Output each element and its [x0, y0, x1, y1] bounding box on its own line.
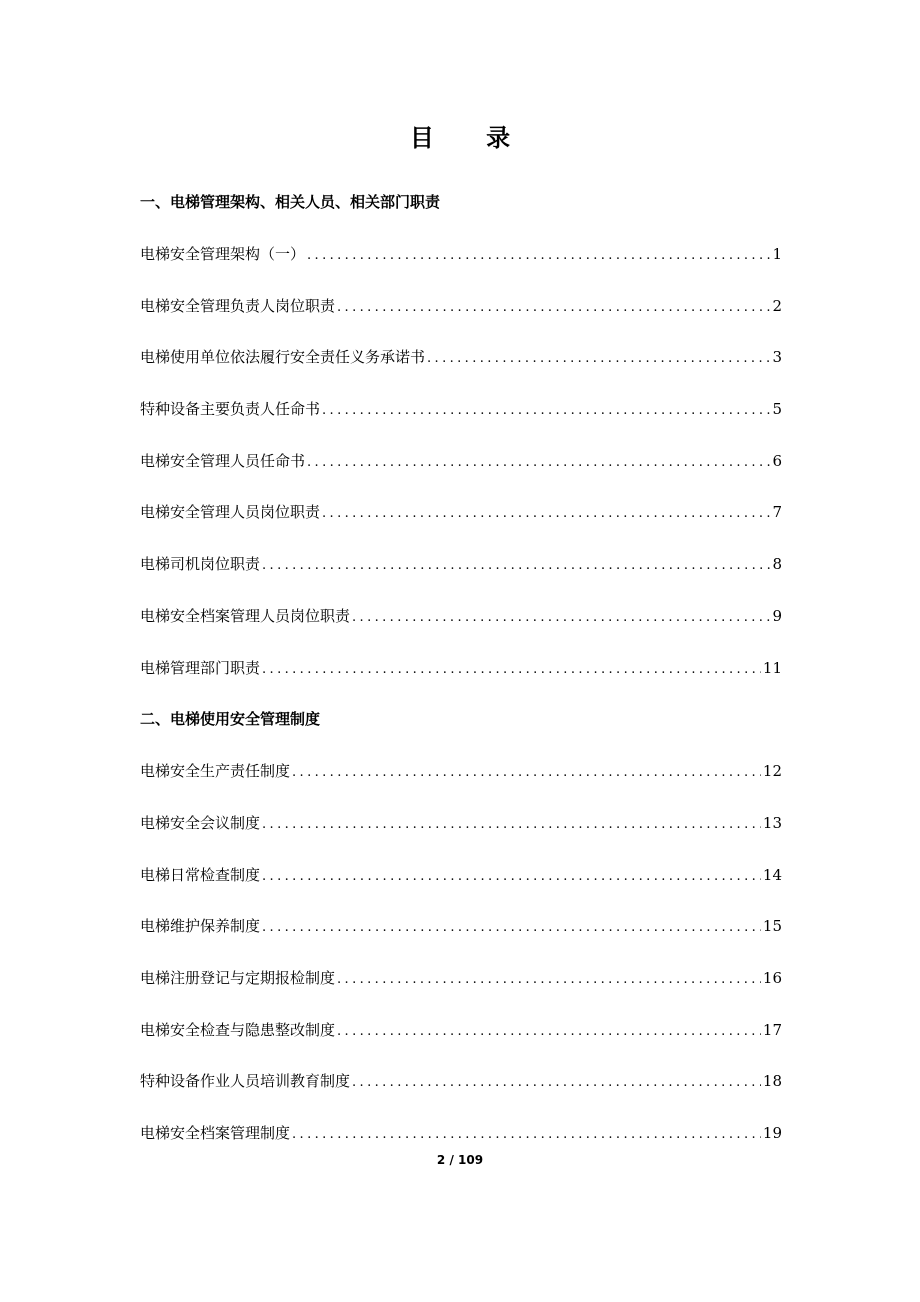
- toc-entry-label: 电梯注册登记与定期报检制度: [140, 968, 336, 987]
- toc-leader-dots: [337, 966, 761, 994]
- toc-entry-page: 6: [772, 451, 782, 470]
- toc-entry[interactable]: [140, 550, 782, 578]
- toc-entry-label: 电梯安全检查与隐患整改制度: [140, 1020, 336, 1039]
- toc-entry[interactable]: [140, 1119, 782, 1147]
- toc-entry-label: 电梯管理部门职责: [140, 658, 261, 677]
- toc-leader-dots: [337, 294, 770, 322]
- toc-leader-dots: [262, 656, 761, 684]
- toc-entry-label: 电梯安全管理负责人岗位职责: [140, 296, 336, 315]
- toc-entry-label: 电梯维护保养制度: [140, 917, 261, 936]
- toc-leader-dots: [337, 1018, 761, 1046]
- toc-leader-dots: [307, 242, 770, 270]
- section-heading: 一、电梯管理架构、相关人员、相关部门职责: [140, 193, 441, 211]
- toc-entry-page: 8: [772, 555, 782, 574]
- toc-entry-page: 9: [772, 606, 782, 625]
- toc-entry-page: 7: [772, 503, 782, 522]
- toc-leader-dots: [322, 397, 770, 425]
- toc-entry[interactable]: [140, 964, 782, 992]
- toc-entry[interactable]: [140, 602, 782, 630]
- toc-entry-label: 特种设备主要负责人任命书: [140, 400, 321, 419]
- toc-entry[interactable]: [140, 447, 782, 475]
- toc-entry-page: 18: [762, 1072, 782, 1091]
- toc-entry[interactable]: [140, 343, 782, 371]
- toc-entry[interactable]: [140, 1067, 782, 1095]
- toc-entry-page: 1: [772, 245, 782, 263]
- toc-leader-dots: [322, 500, 770, 528]
- toc-entry-page: 12: [762, 762, 782, 781]
- toc-entry-page: 3: [772, 348, 782, 367]
- toc-entry-page: 11: [762, 658, 782, 677]
- toc-entry-page: 13: [762, 813, 782, 832]
- page-title: 目 录: [409, 124, 533, 152]
- toc-leader-dots: [262, 863, 761, 891]
- toc-entry[interactable]: [140, 861, 782, 889]
- toc-entry-page: 5: [772, 400, 782, 419]
- toc-leader-dots: [262, 914, 761, 942]
- table-of-contents: [140, 188, 782, 1171]
- toc-entry-label: 电梯安全档案管理制度: [140, 1124, 291, 1142]
- toc-entry-page: 14: [762, 865, 782, 884]
- toc-entry[interactable]: [140, 912, 782, 940]
- toc-entry-label: 电梯安全管理架构（一）: [140, 245, 306, 263]
- toc-entry-label: 电梯安全生产责任制度: [140, 762, 291, 781]
- toc-leader-dots: [307, 449, 770, 477]
- toc-entry-label: 电梯司机岗位职责: [140, 555, 261, 574]
- toc-entry-label: 电梯安全管理人员岗位职责: [140, 503, 321, 522]
- toc-entry[interactable]: [140, 757, 782, 785]
- toc-entry-page: 16: [762, 968, 782, 987]
- toc-leader-dots: [352, 604, 770, 632]
- toc-entry-label: 特种设备作业人员培训教育制度: [140, 1072, 351, 1091]
- toc-leader-dots: [352, 1069, 761, 1097]
- toc-leader-dots: [427, 345, 770, 373]
- section-heading: 二、电梯使用安全管理制度: [140, 710, 321, 729]
- toc-entry-page: 15: [762, 917, 782, 936]
- page-number-footer: 2 / 109: [436, 1153, 484, 1167]
- toc-entry-page: 17: [762, 1020, 782, 1039]
- toc-entry-label: 电梯安全管理人员任命书: [140, 451, 306, 470]
- toc-entry-label: 电梯安全会议制度: [140, 813, 261, 832]
- toc-entry[interactable]: [140, 292, 782, 320]
- toc-entry[interactable]: [140, 395, 782, 423]
- toc-entry[interactable]: [140, 654, 782, 682]
- toc-entry[interactable]: [140, 1016, 782, 1044]
- toc-leader-dots: [292, 759, 761, 787]
- toc-leader-dots: [262, 552, 770, 580]
- toc-leader-dots: [262, 811, 761, 839]
- toc-leader-dots: [292, 1121, 761, 1149]
- toc-entry[interactable]: [140, 240, 782, 268]
- toc-entry-label: 电梯日常检查制度: [140, 865, 261, 884]
- toc-entry-page: 2: [772, 296, 782, 315]
- toc-entry[interactable]: [140, 498, 782, 526]
- toc-entry-label: 电梯安全档案管理人员岗位职责: [140, 606, 351, 625]
- toc-entry-label: 电梯使用单位依法履行安全责任义务承诺书: [140, 348, 426, 367]
- toc-entry-page: 19: [762, 1124, 782, 1142]
- toc-entry[interactable]: [140, 809, 782, 837]
